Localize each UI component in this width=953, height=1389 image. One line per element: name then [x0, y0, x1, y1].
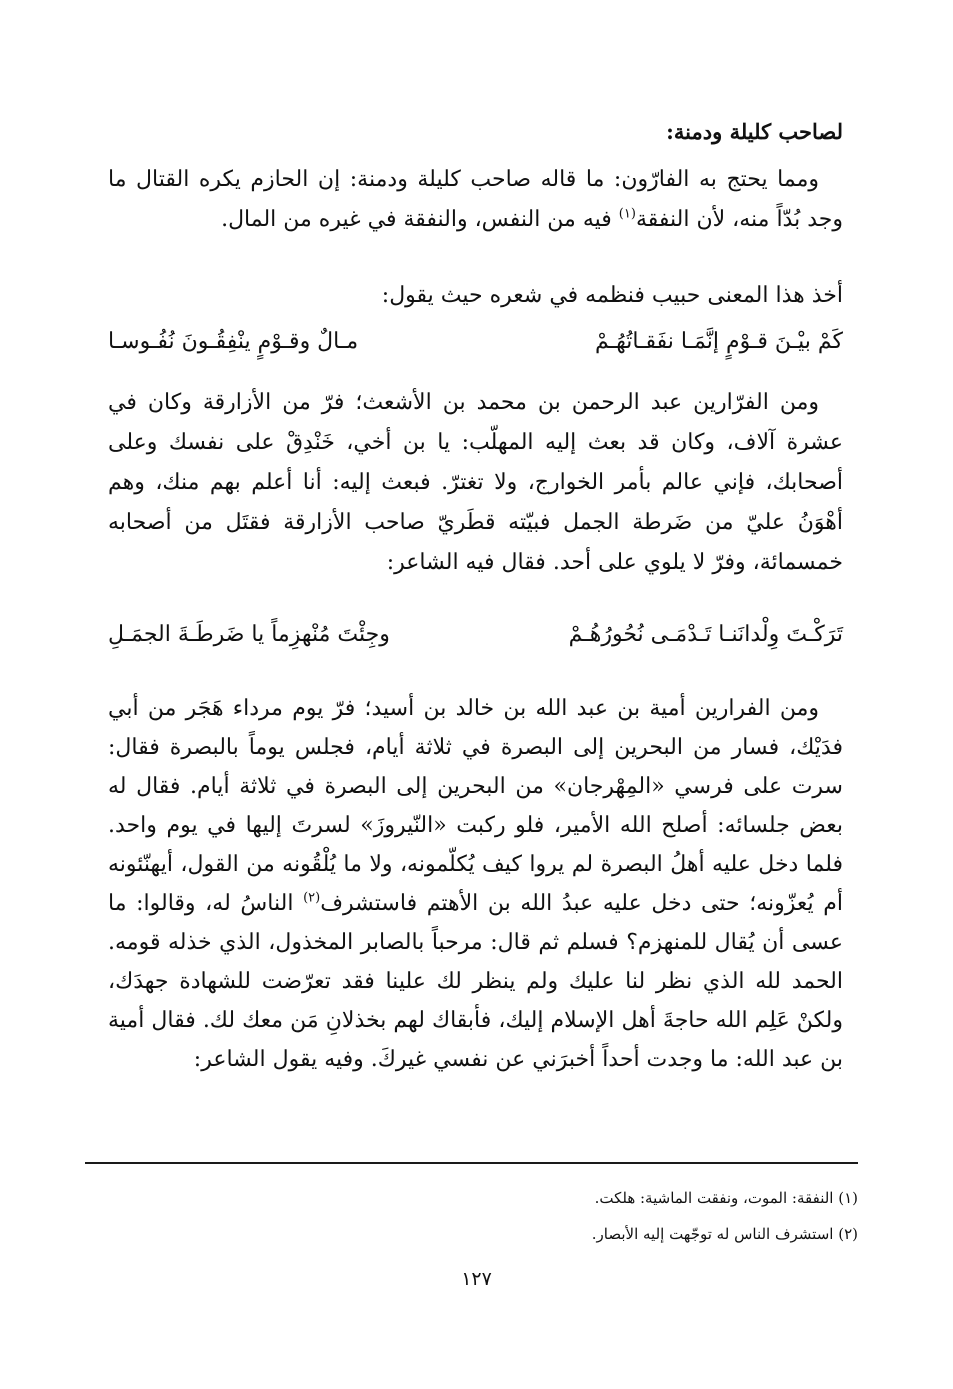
- verse-1-second-hemistich: مـالٌ وقـوْمٍ ينْفِقُـونَ نُفُـوسـا: [108, 329, 359, 354]
- page-number: ١٢٧: [461, 1268, 492, 1290]
- footnote-ref-2: (٢): [303, 890, 321, 906]
- footnote-divider: [85, 1162, 858, 1164]
- footnote-2: (٢) استشرف الناس له توجّهت إليه الأبصار.: [591, 1225, 858, 1243]
- section-heading: لصاحب كليلة ودمنة:: [666, 119, 843, 144]
- paragraph-4: [108, 689, 843, 1079]
- paragraph-4-text-end: الناسُ له، وقالوا: ما عسى أن يُقال للمنهزم؟ فسلم ثم قال: مرحباً بالصابر المخذول، الذي خذله قومه. الحمد لله الذي نظر لنا عليك ولم ينظر لك علينا فقد تعرّضت للشهادة جهدَك، ولكنْ عَلِم الله حاجةَ أهل الإسلام إليك، فأبقاك لهم بخذلانِ مَن معك لك. فقال أمية بن عبد الله: ما وجدت أحداً أخبرَني عن نفسي غيركَ. وفيه يقول الشاعر:: [108, 891, 843, 1072]
- verse-2-second-hemistich: وجِئْتَ مُنْهزِماً يا ضَرطَـةَ الجمَـلِ: [108, 622, 390, 647]
- verse-2: [108, 615, 843, 655]
- footnote-1: (١) النفقة: الموت، ونفقت الماشية: هلكت.: [594, 1189, 858, 1207]
- verse-1-first-hemistich: كَمْ بيْـنَ قـوْمٍ إنَّمَـا نفَقـاتُهُـمْ: [595, 329, 843, 354]
- paragraph-2: أخذ هذا المعنى حبيب فنظمه في شعره حيث يقول:: [381, 283, 843, 308]
- footnote-ref-1: (١): [618, 206, 636, 222]
- paragraph-1: [108, 160, 843, 240]
- paragraph-1-text: ومما يحتج به الفارّون: ما قاله صاحب كليلة ودمنة: إن الحازم يكره القتال ما وجد بُدّاً منه، لأن النفقة: [108, 167, 843, 232]
- verse-2-first-hemistich: تَرَكْـتَ وِلْدانَنـا تَـدْمَـى نُحُورُهُـمْ: [568, 622, 843, 647]
- paragraph-3: ومن الفرّارين عبد الرحمن بن محمد بن الأشعث؛ فرّ من الأزارقة وكان في عشرة آلاف، وكان قد بعث إليه المهلّب: يا بن أخي، خَنْدِقْ على نفسك وعلى أصحابك، فإني عالم بأمر الخوارج، ولا تغترّ. فبعث إليه: أنا أعلم بهم منك، وهم أهْوَنُ عليّ من ضَرطة الجمل فبيّته قطَريّ صاحب الأزارقة فقتَل من أصحابه خمسمائة، وفرّ لا يلوي على أحد. فقال فيه الشاعر:: [108, 390, 843, 575]
- paragraph-1-text-end: فيه من النفس، والنفقة في غيره من المال.: [221, 207, 612, 232]
- paragraph-4-text: ومن الفرارين أمية بن عبد الله بن خالد بن أسيد؛ فرّ يوم مرداء هَجَر من أبي فدَيْك، فسار من البحرين إلى البصرة في ثلاثة أيام، فجلس يوماً بالبصرة فقال: سرت على فرسي «المِهْرجان» من البحرين إلى البصرة في ثلاثة أيام. فقال له بعض جلسائه: أصلح الله الأمير، فلو ركبت «النّيروزَ» لسرتَ إليها في يوم واحد. فلما دخل عليه أهلُ البصرة لم يروا كيف يُكلّمونه، ولا ما يُلْقُونه من القول، أيهنّئونه أم يُعزّونه؛ حتى دخل عليه عبدُ الله بن الأهتم فاستشرف: [108, 696, 844, 916]
- verse-1: [108, 322, 843, 362]
